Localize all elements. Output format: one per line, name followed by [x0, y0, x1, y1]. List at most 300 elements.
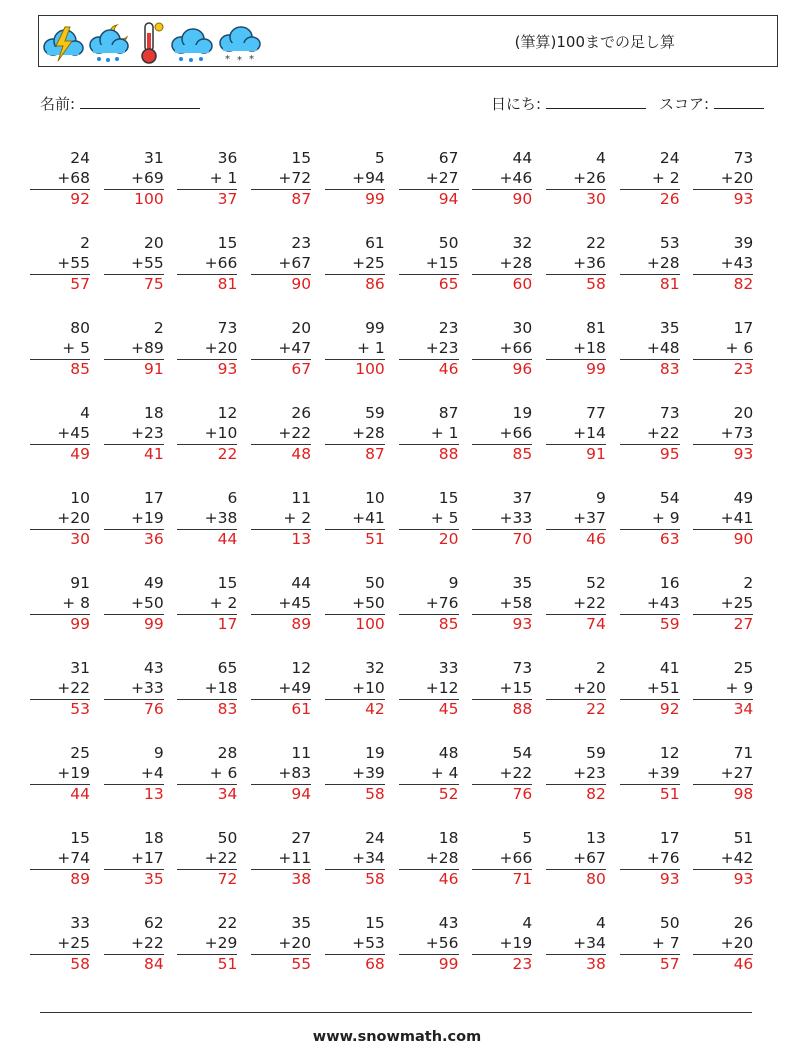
addition-problem	[693, 489, 753, 550]
answer[interactable]: 48	[251, 444, 311, 465]
addend-top: 43	[438, 914, 459, 932]
answer[interactable]: 100	[104, 189, 164, 210]
answer[interactable]: 81	[620, 274, 680, 295]
addend-top: 10	[365, 489, 385, 507]
addition-problem	[251, 574, 311, 635]
addition-problem	[399, 319, 459, 380]
addition-problem	[546, 914, 606, 975]
answer[interactable]: 23	[693, 359, 753, 380]
answer[interactable]: 74	[546, 614, 606, 635]
answer[interactable]: 20	[399, 529, 459, 550]
addition-problem	[472, 744, 532, 805]
addend-bottom: +28	[646, 254, 680, 272]
addition-problem	[177, 149, 237, 210]
answer[interactable]: 17	[177, 614, 237, 635]
score-blank[interactable]	[714, 94, 764, 109]
answer[interactable]: 93	[620, 869, 680, 890]
addend-top: 2	[743, 574, 754, 592]
answer[interactable]: 93	[693, 189, 753, 210]
answer[interactable]: 85	[30, 359, 90, 380]
addend-top: 39	[733, 234, 754, 252]
addend-bottom: +68	[57, 169, 90, 187]
addend-bottom: +50	[130, 594, 164, 612]
answer[interactable]: 75	[104, 274, 164, 295]
answer[interactable]: 72	[177, 869, 237, 890]
answer[interactable]: 100	[325, 359, 385, 380]
answer[interactable]: 38	[546, 954, 606, 975]
addend-top: 71	[733, 744, 754, 762]
answer[interactable]: 91	[104, 359, 164, 380]
addend-top: 9	[448, 574, 459, 592]
addition-problem	[546, 319, 606, 380]
addend-top: 81	[586, 319, 606, 337]
addend-top: 4	[522, 914, 533, 932]
answer[interactable]: 46	[693, 954, 753, 975]
addend-bottom: +67	[573, 849, 606, 867]
addition-problem	[177, 574, 237, 635]
addition-problem	[620, 234, 680, 295]
addition-problem	[546, 744, 606, 805]
addend-bottom: +12	[425, 679, 459, 697]
answer[interactable]: 93	[693, 444, 753, 465]
answer[interactable]: 37	[177, 189, 237, 210]
date-field	[491, 93, 646, 114]
addition-problem	[30, 744, 90, 805]
addition-problem	[693, 574, 753, 635]
addend-top: 50	[217, 829, 238, 847]
addition-problem	[104, 234, 164, 295]
addend-top: 20	[143, 234, 164, 252]
addition-problem	[399, 404, 459, 465]
answer[interactable]: 36	[104, 529, 164, 550]
addend-bottom: + 6	[209, 764, 238, 782]
addend-top: 15	[217, 234, 238, 252]
addend-top: 20	[733, 404, 754, 422]
addition-problem	[620, 404, 680, 465]
answer[interactable]: 68	[325, 954, 385, 975]
answer[interactable]: 13	[104, 784, 164, 805]
addition-problem	[104, 659, 164, 720]
addition-problem	[325, 744, 385, 805]
addition-problem	[399, 234, 459, 295]
answer[interactable]: 63	[620, 529, 680, 550]
answer[interactable]: 26	[620, 189, 680, 210]
answer[interactable]: 95	[620, 444, 680, 465]
answer[interactable]: 96	[472, 359, 532, 380]
addend-bottom: +43	[720, 254, 754, 272]
snow-cloud-icon	[217, 19, 263, 65]
addition-problem	[693, 829, 753, 890]
answer[interactable]: 22	[546, 699, 606, 720]
answer[interactable]: 99	[104, 614, 164, 635]
answer[interactable]: 100	[325, 614, 385, 635]
addition-problem	[30, 149, 90, 210]
addend-bottom: +22	[646, 424, 680, 442]
addition-problem	[30, 659, 90, 720]
addend-top: 27	[291, 829, 312, 847]
answer[interactable]: 93	[472, 614, 532, 635]
addend-top: 62	[143, 914, 164, 932]
addend-bottom: +76	[425, 594, 459, 612]
addend-bottom: +10	[204, 424, 238, 442]
addend-top: 87	[438, 404, 459, 422]
answer[interactable]: 42	[325, 699, 385, 720]
addend-top: 4	[80, 404, 90, 422]
addend-bottom: +20	[573, 679, 606, 697]
answer[interactable]: 60	[472, 274, 532, 295]
answer[interactable]: 76	[104, 699, 164, 720]
addend-top: 17	[659, 829, 680, 847]
addend-bottom: +42	[720, 849, 754, 867]
answer[interactable]: 80	[546, 869, 606, 890]
addend-bottom: +22	[278, 424, 312, 442]
addition-problem	[30, 234, 90, 295]
addend-bottom: +45	[278, 594, 312, 612]
addition-problem	[325, 149, 385, 210]
addend-bottom: + 7	[651, 934, 680, 952]
answer[interactable]: 67	[251, 359, 311, 380]
answer[interactable]: 86	[325, 274, 385, 295]
weather-icons	[41, 18, 263, 66]
addition-problem	[177, 829, 237, 890]
addend-bottom: +17	[130, 849, 164, 867]
addend-top: 77	[586, 404, 606, 422]
answer[interactable]: 99	[546, 359, 606, 380]
addition-problem	[325, 659, 385, 720]
addend-bottom: +48	[646, 339, 680, 357]
addition-problem	[546, 574, 606, 635]
addend-top: 67	[438, 149, 459, 167]
addition-problem	[251, 404, 311, 465]
answer[interactable]: 85	[472, 444, 532, 465]
addition-problem	[472, 404, 532, 465]
addend-bottom: +46	[499, 169, 533, 187]
addend-top: 49	[143, 574, 164, 592]
answer[interactable]: 85	[399, 614, 459, 635]
answer[interactable]: 61	[251, 699, 311, 720]
answer[interactable]: 30	[30, 529, 90, 550]
addition-problem	[104, 319, 164, 380]
addend-top: 35	[291, 914, 312, 932]
addend-bottom: +47	[278, 339, 312, 357]
answer[interactable]: 13	[251, 529, 311, 550]
addend-bottom: +34	[573, 934, 606, 952]
addend-bottom: + 1	[357, 339, 385, 357]
addend-top: 18	[143, 829, 164, 847]
answer[interactable]: 65	[399, 274, 459, 295]
score-label: スコア:	[659, 95, 710, 113]
svg-text:*: *	[225, 54, 230, 65]
answer[interactable]: 93	[177, 359, 237, 380]
addend-bottom: +4	[140, 764, 164, 782]
addend-top: 10	[70, 489, 90, 507]
addend-bottom: +41	[720, 509, 754, 527]
addend-bottom: + 1	[209, 169, 238, 187]
answer[interactable]: 90	[693, 529, 753, 550]
addend-bottom: +27	[720, 764, 754, 782]
addend-bottom: +55	[57, 254, 90, 272]
addition-problem	[30, 914, 90, 975]
addend-top: 20	[291, 319, 312, 337]
addend-bottom: +25	[57, 934, 90, 952]
addition-problem	[251, 744, 311, 805]
answer[interactable]: 71	[472, 869, 532, 890]
addend-top: 11	[291, 489, 312, 507]
answer[interactable]: 45	[399, 699, 459, 720]
addend-top: 54	[512, 744, 533, 762]
answer[interactable]: 98	[693, 784, 753, 805]
addend-top: 44	[291, 574, 312, 592]
addition-problem	[251, 149, 311, 210]
answer[interactable]: 76	[472, 784, 532, 805]
addition-problem	[30, 404, 90, 465]
addition-problem	[693, 914, 753, 975]
answer[interactable]: 46	[399, 869, 459, 890]
addend-bottom: +36	[573, 254, 606, 272]
answer[interactable]: 99	[30, 614, 90, 635]
addend-bottom: +18	[204, 679, 238, 697]
answer[interactable]: 83	[177, 699, 237, 720]
addend-bottom: +29	[204, 934, 238, 952]
answer[interactable]: 94	[251, 784, 311, 805]
answer[interactable]: 22	[177, 444, 237, 465]
answer[interactable]: 51	[177, 954, 237, 975]
rain-cloud-icon	[169, 19, 215, 65]
addend-top: 33	[438, 659, 459, 677]
addend-bottom: +55	[130, 254, 164, 272]
addend-bottom: +72	[278, 169, 312, 187]
addend-bottom: +25	[720, 594, 754, 612]
date-blank[interactable]	[546, 94, 646, 109]
answer[interactable]: 83	[620, 359, 680, 380]
answer[interactable]: 57	[30, 274, 90, 295]
addition-problem	[177, 744, 237, 805]
addend-top: 31	[70, 659, 90, 677]
addend-bottom: + 9	[651, 509, 680, 527]
addition-problem	[325, 319, 385, 380]
answer[interactable]: 90	[472, 189, 532, 210]
addition-problem	[620, 744, 680, 805]
svg-text:*: *	[237, 55, 242, 65]
addend-top: 25	[70, 744, 90, 762]
addend-top: 22	[586, 234, 606, 252]
addition-problem	[104, 744, 164, 805]
addend-top: 28	[217, 744, 238, 762]
addend-bottom: +28	[499, 254, 533, 272]
answer[interactable]: 70	[472, 529, 532, 550]
answer[interactable]: 23	[472, 954, 532, 975]
addend-top: 24	[659, 149, 680, 167]
answer[interactable]: 92	[30, 189, 90, 210]
addition-problem	[546, 149, 606, 210]
addition-problem	[325, 404, 385, 465]
addition-problem	[546, 234, 606, 295]
addend-top: 43	[143, 659, 164, 677]
addend-bottom: + 2	[209, 594, 238, 612]
addend-top: 50	[659, 914, 680, 932]
answer[interactable]: 51	[325, 529, 385, 550]
answer[interactable]: 92	[620, 699, 680, 720]
answer[interactable]: 38	[251, 869, 311, 890]
addend-top: 48	[438, 744, 459, 762]
addend-bottom: +19	[57, 764, 90, 782]
addition-problem	[620, 149, 680, 210]
addition-problem	[30, 574, 90, 635]
addend-top: 13	[586, 829, 606, 847]
answer[interactable]: 52	[399, 784, 459, 805]
addition-problem	[546, 829, 606, 890]
addend-top: 53	[659, 234, 680, 252]
addend-top: 12	[217, 404, 238, 422]
answer[interactable]: 89	[251, 614, 311, 635]
addition-problem	[693, 319, 753, 380]
addend-top: 24	[365, 829, 385, 847]
answer[interactable]: 58	[325, 784, 385, 805]
addition-problem	[472, 914, 532, 975]
addend-top: 52	[586, 574, 606, 592]
addend-bottom: +20	[720, 169, 754, 187]
answer[interactable]: 49	[30, 444, 90, 465]
answer[interactable]: 44	[30, 784, 90, 805]
addend-top: 17	[733, 319, 754, 337]
addition-problem	[472, 574, 532, 635]
addition-problem	[546, 659, 606, 720]
addend-top: 59	[586, 744, 606, 762]
addition-problem	[30, 829, 90, 890]
addend-top: 2	[596, 659, 606, 677]
addition-problem	[620, 574, 680, 635]
addend-bottom: +37	[573, 509, 606, 527]
answer[interactable]: 58	[546, 274, 606, 295]
addend-bottom: +20	[278, 934, 312, 952]
addend-top: 51	[733, 829, 754, 847]
answer[interactable]: 34	[693, 699, 753, 720]
addition-problem	[104, 574, 164, 635]
answer[interactable]: 93	[693, 869, 753, 890]
addend-bottom: + 2	[651, 169, 680, 187]
addend-top: 80	[70, 319, 90, 337]
answer[interactable]: 87	[325, 444, 385, 465]
answer[interactable]: 44	[177, 529, 237, 550]
answer[interactable]: 35	[104, 869, 164, 890]
answer[interactable]: 87	[251, 189, 311, 210]
footer-site: www.snowmath.com	[312, 1029, 482, 1045]
answer[interactable]: 89	[30, 869, 90, 890]
answer[interactable]: 94	[399, 189, 459, 210]
addend-bottom: +33	[499, 509, 533, 527]
page-title: (筆算)100までの足し算	[514, 33, 675, 51]
addition-problem	[620, 659, 680, 720]
answer[interactable]: 46	[399, 359, 459, 380]
addition-problem	[472, 234, 532, 295]
answer[interactable]: 30	[546, 189, 606, 210]
addend-bottom: +74	[57, 849, 90, 867]
addend-bottom: +67	[278, 254, 312, 272]
addend-bottom: +22	[57, 679, 90, 697]
answer[interactable]: 57	[620, 954, 680, 975]
lightning-cloud-icon	[41, 19, 85, 65]
addend-top: 35	[659, 319, 680, 337]
addition-problem	[399, 659, 459, 720]
addend-bottom: +76	[646, 849, 680, 867]
addition-problem	[177, 659, 237, 720]
answer[interactable]: 84	[104, 954, 164, 975]
answer[interactable]: 99	[325, 189, 385, 210]
addend-top: 23	[438, 319, 459, 337]
addend-bottom: +41	[352, 509, 385, 527]
answer[interactable]: 55	[251, 954, 311, 975]
answer[interactable]: 82	[693, 274, 753, 295]
addend-top: 59	[365, 404, 385, 422]
addition-problem	[177, 914, 237, 975]
addend-bottom: +15	[425, 254, 459, 272]
addend-bottom: +26	[573, 169, 606, 187]
addition-problem	[693, 149, 753, 210]
addition-problem	[472, 659, 532, 720]
answer[interactable]: 34	[177, 784, 237, 805]
answer[interactable]: 27	[693, 614, 753, 635]
answer[interactable]: 90	[251, 274, 311, 295]
addend-bottom: +10	[352, 679, 385, 697]
addend-top: 26	[733, 914, 754, 932]
worksheet-header	[38, 15, 778, 67]
answer[interactable]: 53	[30, 699, 90, 720]
addend-bottom: + 4	[430, 764, 459, 782]
addend-top: 36	[217, 149, 238, 167]
answer[interactable]: 81	[177, 274, 237, 295]
answer[interactable]: 88	[472, 699, 532, 720]
addend-bottom: +45	[57, 424, 90, 442]
addend-top: 4	[596, 149, 606, 167]
addend-bottom: +18	[573, 339, 606, 357]
addend-bottom: +51	[646, 679, 680, 697]
addend-bottom: +89	[130, 339, 164, 357]
addend-top: 25	[733, 659, 754, 677]
addition-problem	[399, 914, 459, 975]
addition-problem	[620, 319, 680, 380]
addition-problem	[251, 914, 311, 975]
addition-problem	[177, 234, 237, 295]
answer[interactable]: 41	[104, 444, 164, 465]
addend-bottom: +20	[57, 509, 90, 527]
answer[interactable]: 99	[399, 954, 459, 975]
addend-top: 99	[365, 319, 385, 337]
addend-top: 22	[217, 914, 238, 932]
answer[interactable]: 46	[546, 529, 606, 550]
answer[interactable]: 58	[30, 954, 90, 975]
addition-problem	[472, 489, 532, 550]
addend-top: 19	[512, 404, 533, 422]
answer[interactable]: 58	[325, 869, 385, 890]
answer[interactable]: 51	[620, 784, 680, 805]
addend-bottom: +22	[130, 934, 164, 952]
addend-top: 37	[512, 489, 533, 507]
addend-top: 6	[227, 489, 238, 507]
addition-problem	[546, 489, 606, 550]
addition-problem	[399, 744, 459, 805]
addend-top: 15	[70, 829, 90, 847]
answer[interactable]: 88	[399, 444, 459, 465]
answer[interactable]: 59	[620, 614, 680, 635]
addition-problem	[325, 489, 385, 550]
addend-top: 18	[143, 404, 164, 422]
score-field	[659, 93, 764, 114]
answer[interactable]: 82	[546, 784, 606, 805]
answer[interactable]: 91	[546, 444, 606, 465]
addition-problem	[177, 489, 237, 550]
addend-bottom: +83	[278, 764, 312, 782]
name-blank[interactable]	[80, 94, 200, 109]
